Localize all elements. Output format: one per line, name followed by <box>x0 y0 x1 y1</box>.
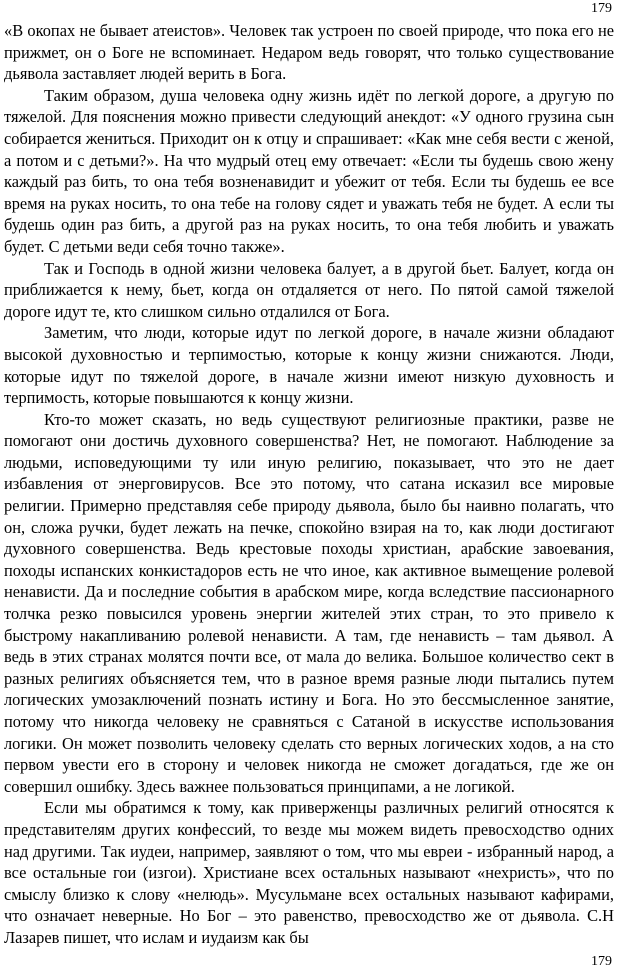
page-number-bottom: 179 <box>591 954 612 969</box>
paragraph-6: Если мы обратимся к тому, как приверженцы различных религий относятся к представителям других конфессий, то везде мы можем видеть превосходство одних над другими. Так иудеи, например, заявляют о том, что мы евреи - избранный народ, а все остальные гои (изгои). Христиане всех остальных называют «нехристь», что по смыслу близко к слову «нелюдь». Мусульмане всех остальных называют кафирами, что означает неверные. Но Бог – это равенство, превосходство же от дьявола. С.Н Лазарев пишет, что ислам и иудаизм как бы <box>4 798 614 947</box>
paragraph-4: Заметим, что люди, которые идут по легкой дороге, в начале жизни обладают высокой духовностью и терпимостью, которые к концу жизни снижаются. Люди, которые идут по тяжелой дороге, в начале жизни имеют низкую духовность и терпимость, которые повышаются к концу жизни. <box>4 323 614 408</box>
paragraph-1: «В окопах не бывает атеистов». Человек так устроен по своей природе, что пока его не прижмет, он о Боге не вспоминает. Недаром ведь говорят, что только существование дьявола заставляет людей верить в Бога. <box>4 21 614 84</box>
page-number-top: 179 <box>591 1 612 16</box>
paragraph-2: Таким образом, душа человека одну жизнь идёт по легкой дороге, а другую по тяжелой. Для пояснения можно привести следующий анекдот: «У одного грузина сын собирается жениться. Приходит он к отцу и спрашивает: «Как мне себя вести с женой, а потом и с детьми?». На что мудрый отец ему отвечает: «Если ты будешь свою жену каждый раз бить, то она тебя возненавидит и убежит от тебя. Если ты будешь ее все время на руках носить, то она тебе на голову сядет и уважать тебя не будет. А если ты будешь один раз бить, а другой раз на руках носить, то она тебя любить и уважать будет. С детьми веди себя точно также». <box>4 85 614 256</box>
page-text <box>4 20 614 949</box>
paragraph-3: Так и Господь в одной жизни человека балует, а в другой бьет. Балует, когда он приближается к нему, бьет, когда он отдаляется от него. По пятой самой тяжелой дороге идут те, кто слишком сильно отдалился от Бога. <box>4 258 614 321</box>
paragraph-5: Кто-то может сказать, но ведь существуют религиозные практики, разве не помогают они достичь духовного совершенства? Нет, не помогают. Наблюдение за людьми, исповедующими ту или иную религию, показывает, что это не дает избавления от энерговирусов. Все это потому, что сатана исказил все мировые религии. Примерно представляя себе природу дьявола, было бы наивно полагать, что он, сложа ручки, будет лежать на печке, спокойно взирая на то, как люди достигают духовного совершенства. Ведь крестовые походы христиан, арабские завоевания, походы испанских конкистадоров есть не что иное, как активное вымещение ролевой ненависти. Да и последние события в арабском мире, когда вследствие пассионарного толчка резко повысился уровень энергии жителей этих стран, то это привело к быстрому накапливанию ролевой ненависти. А там, где ненависть – там дьявол. А ведь в этих странах молятся почти все, от мала до велика. Большое количество сект в разных религиях объясняется тем, что в разное время разные люди пытались путем логических умозаключений познать истину и Бога. Но это бессмысленное занятие, потому что никогда человеку не сравняться с Сатаной в искусстве использования логики. Он может позволить человеку сделать сто верных логических ходов, а на сто первом увести его в сторону и человек никогда не сможет догадаться, где же он совершил ошибку. Здесь важнее пользоваться принципами, а не логикой. <box>4 409 614 796</box>
